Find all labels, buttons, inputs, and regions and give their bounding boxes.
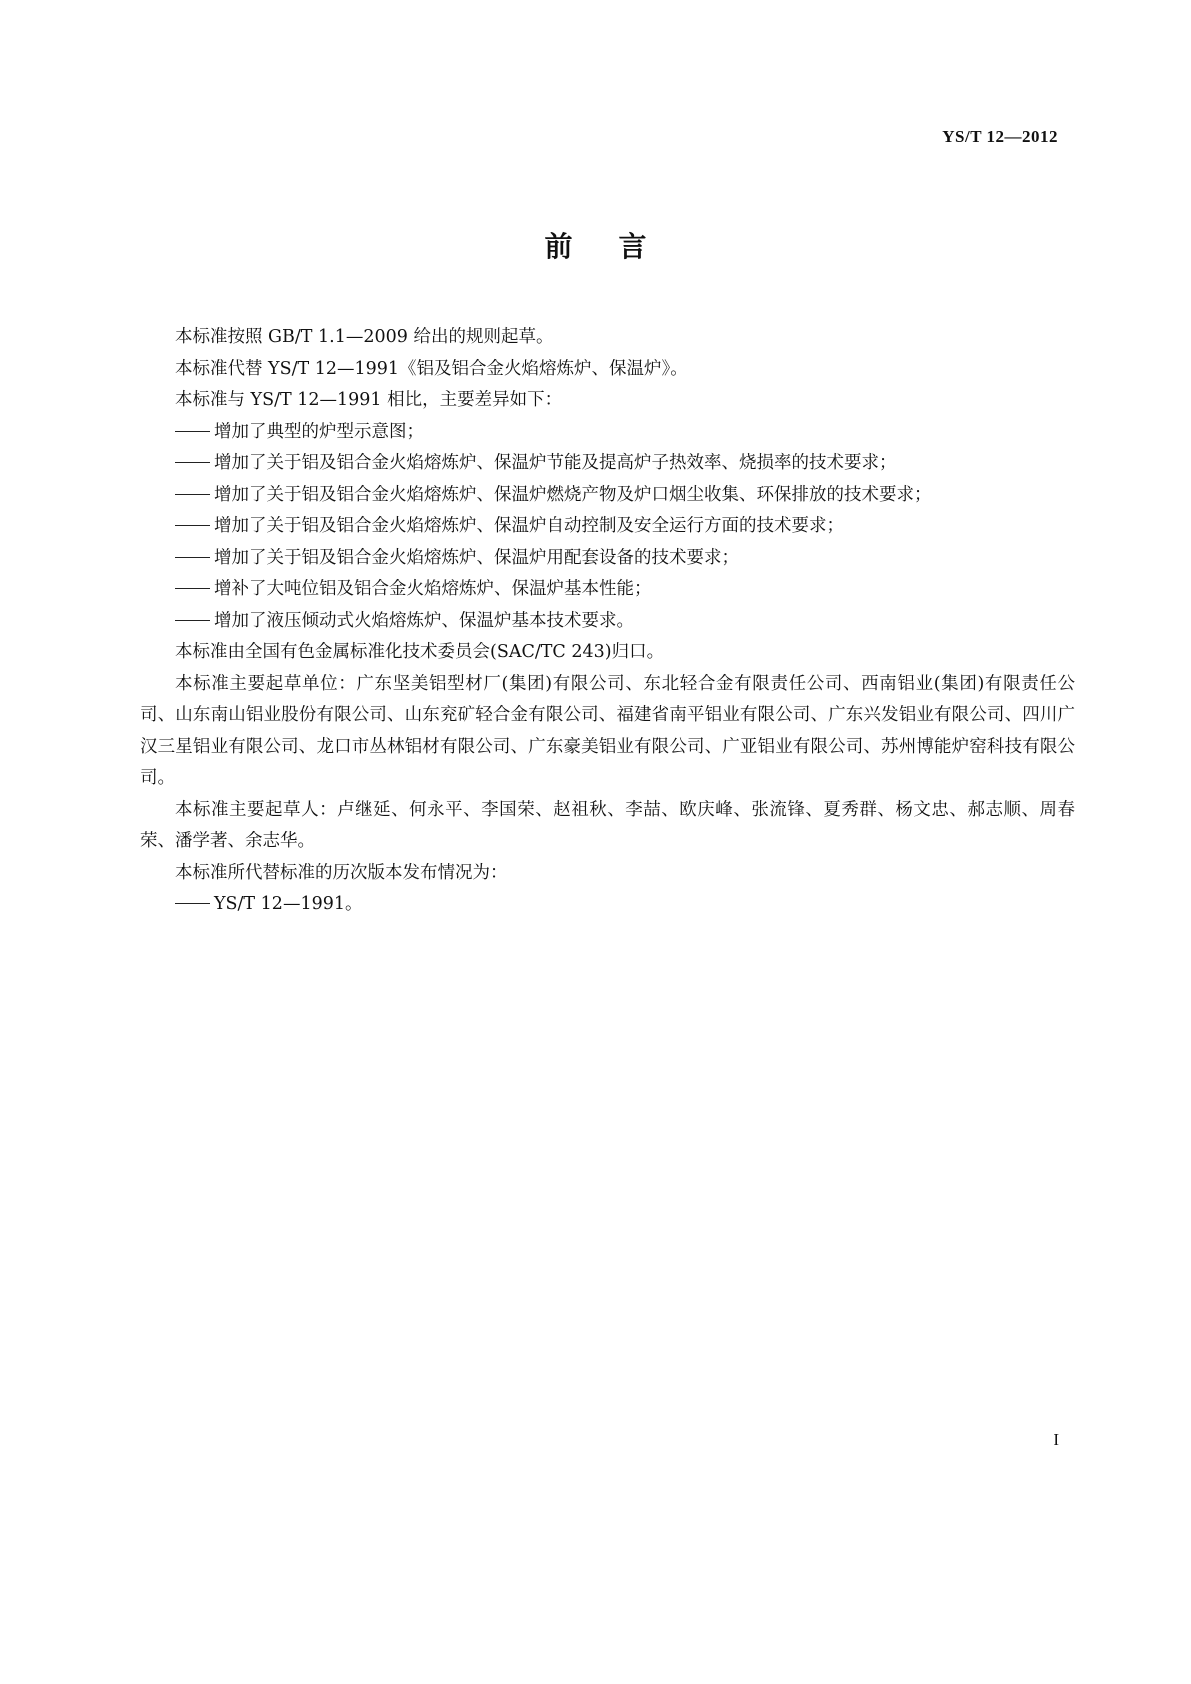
difference-item xyxy=(140,417,1075,449)
difference-text: 增加了关于铝及铝合金火焰熔炼炉、保温炉燃烧产物及炉口烟尘收集、环保排放的技术要求； xyxy=(214,484,932,505)
paragraph-drafting-rules: 本标准按照 GB/T 1.1—2009 给出的规则起草。 xyxy=(175,327,554,347)
difference-item xyxy=(140,574,1075,606)
paragraph-version-history: 本标准所代替标准的历次版本发布情况为： xyxy=(175,862,508,883)
dash-marker xyxy=(175,903,210,904)
difference-text: 增加了关于铝及铝合金火焰熔炼炉、保温炉节能及提高炉子热效率、烧损率的技术要求； xyxy=(214,453,897,473)
difference-text: 增加了液压倾动式火焰熔炼炉、保温炉基本技术要求。 xyxy=(214,610,634,631)
dash-marker xyxy=(175,620,210,621)
paragraph-differences-intro: 本标准与 YS/T 12—1991 相比，主要差异如下： xyxy=(175,390,563,410)
difference-item xyxy=(140,543,1075,575)
difference-item xyxy=(140,511,1075,543)
paragraph-drafting-units: 本标准主要起草单位：广东坚美铝型材厂(集团)有限公司、东北轻合金有限责任公司、西南铝业(集团)有限责任公司、山东南山铝业股份有限公司、山东兖矿轻合金有限公司、福建省南平铝业有限公司、广东兴发铝业有限公司、四川广汉三星铝业有限公司、龙口市丛林铝材有限公司、广东豪美铝业有限公司、广亚铝业有限公司、苏州博能炉窑科技有限公司。 xyxy=(140,673,1075,788)
page-title: 前言 xyxy=(544,230,693,263)
difference-item xyxy=(140,606,1075,638)
paragraph-drafters: 本标准主要起草人：卢继延、何永平、李国荣、赵祖秋、李喆、欧庆峰、张流锋、夏秀群、杨文忠、郝志顺、周春荣、潘学著、余志华。 xyxy=(140,799,1075,851)
difference-text: 增加了关于铝及铝合金火焰熔炼炉、保温炉自动控制及安全运行方面的技术要求； xyxy=(214,516,844,536)
difference-item xyxy=(140,448,1075,480)
history-item xyxy=(140,889,1075,921)
difference-text: 增加了典型的炉型示意图； xyxy=(214,421,424,442)
page-number: I xyxy=(1053,1430,1059,1449)
dash-marker xyxy=(175,525,210,526)
dash-marker xyxy=(175,494,210,495)
paragraph-administered-by: 本标准由全国有色金属标准化技术委员会(SAC/TC 243)归口。 xyxy=(175,642,665,662)
difference-text: 增补了大吨位铝及铝合金火焰熔炼炉、保温炉基本性能； xyxy=(214,579,652,599)
dash-marker xyxy=(175,462,210,463)
paragraph-replaces: 本标准代替 YS/T 12—1991《铝及铝合金火焰熔炼炉、保温炉》。 xyxy=(175,358,688,379)
difference-text: 增加了关于铝及铝合金火焰熔炼炉、保温炉用配套设备的技术要求； xyxy=(214,547,739,568)
standard-code: YS/T 12—2012 xyxy=(942,127,1058,146)
difference-item xyxy=(140,480,1075,512)
dash-marker xyxy=(175,557,210,558)
foreword-body xyxy=(140,322,1075,921)
dash-marker xyxy=(175,431,210,432)
history-text: YS/T 12—1991。 xyxy=(214,894,363,914)
dash-marker xyxy=(175,588,210,589)
